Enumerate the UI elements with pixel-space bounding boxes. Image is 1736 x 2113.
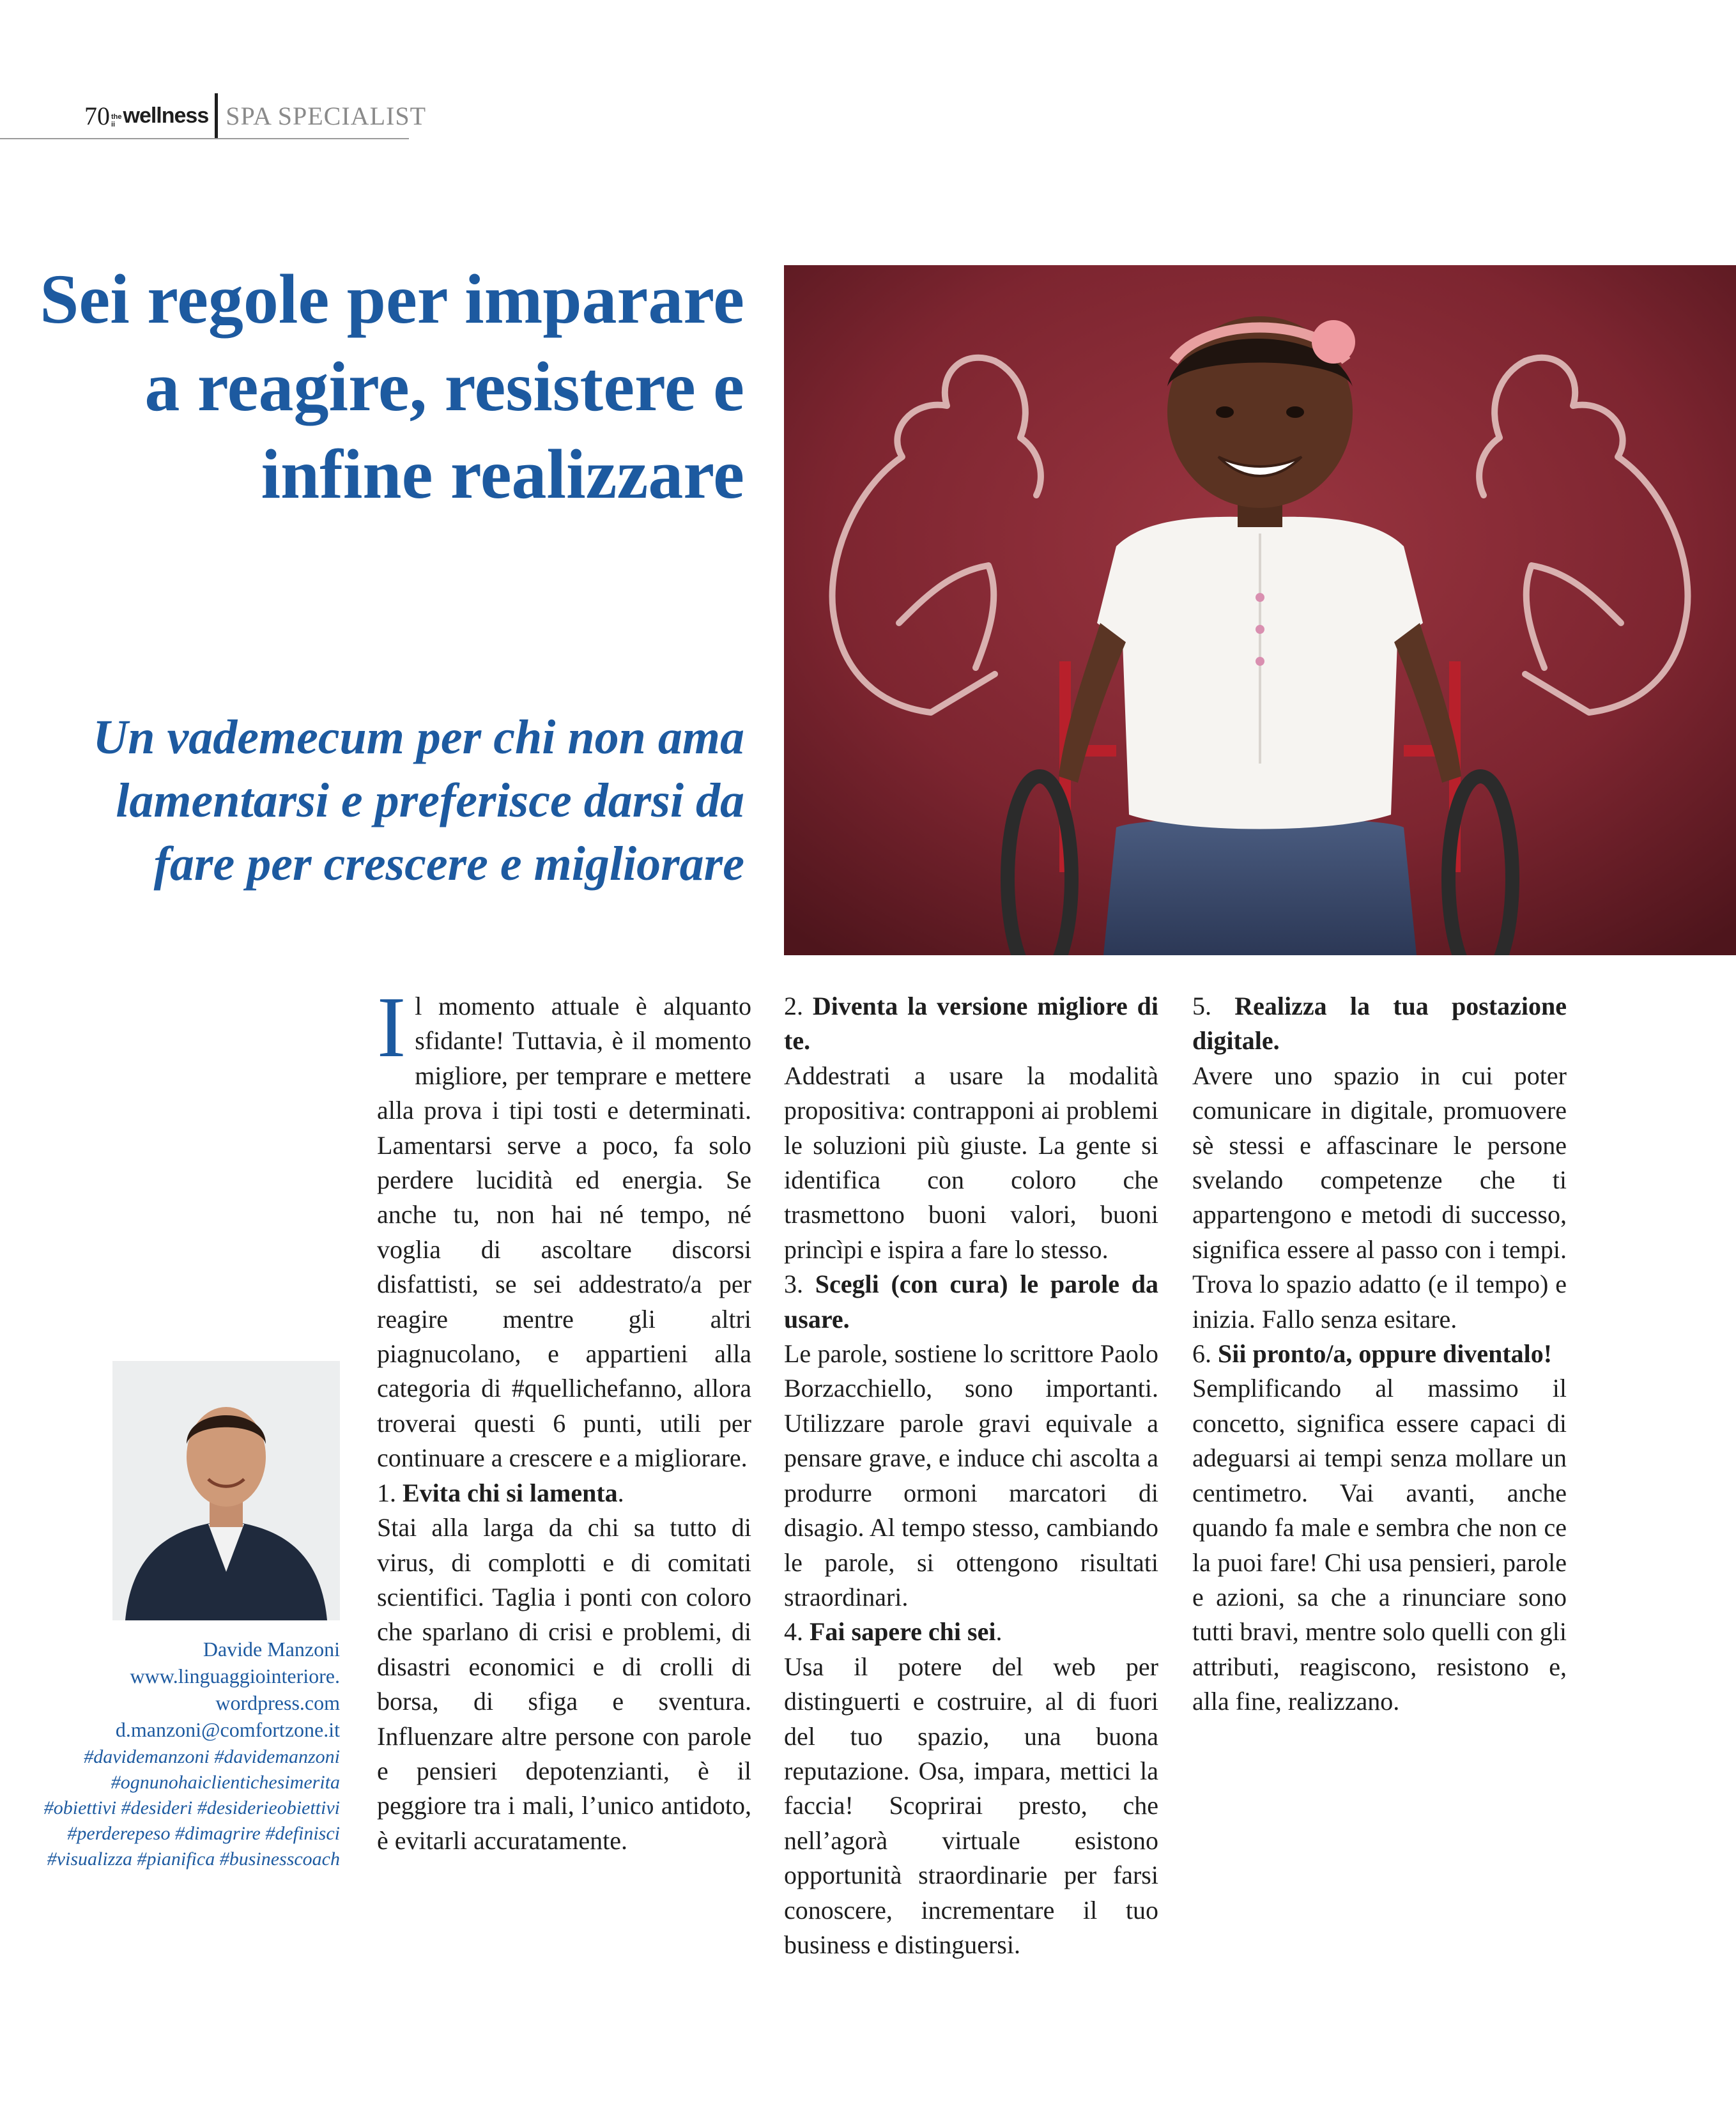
article-column-2	[784, 989, 1158, 1962]
author-email[interactable]: d.manzoni@comfortzone.it	[115, 1718, 340, 1741]
intro-paragraph: Il momento attuale è alquanto sfidante! Tuttavia, è il momento migliore, per temprare e mettere alla prova i tipi tosti e determinati. Lamentarsi serve a poco, fa solo perdere lucidità ed energia. Se anche tu, non hai né tempo, né voglia di ascoltare discorsi disfattisti, se sei addestrato/a per reagire mentre gli altri piagnucolano, e appartieni alla categoria di #quellichefanno, allora troverai questi 6 punti, utili per continuare a crescere e a migliorare.	[377, 980, 751, 1473]
rule-1-heading: 1. Evita chi si lamenta.	[377, 1478, 624, 1507]
page-number: 70	[84, 101, 110, 130]
rule-1-text: Stai alla larga da chi sa tutto di virus, di complotti e di comitati scientifici. Taglia i ponti con coloro che sparlano di crisi e problemi, di disastri economici e di crolli di borsa, di sfiga e sventura. Influenzare altre persone con parole e pensieri depotenzianti, è il peggiore tra i mali, l’unico antidoto, è evitarli accuratamente.	[377, 1513, 751, 1855]
section-name: SPA SPECIALIST	[226, 101, 426, 130]
author-photo	[112, 1361, 340, 1620]
author-hashtags: #davidemanzoni #davidemanzoni #ognunohaiclientichesimerita #obiettivi #desideri #desiderieobiettivi #perderepeso #dimagrire #definisci #visualizza #pianifica #businesscoach	[43, 1746, 340, 1870]
article-subtitle: Un vademecum per chi non ama lamentarsi e preferisce darsi da fare per crescere e migliorare	[93, 711, 744, 891]
header-rule	[0, 138, 409, 139]
rule-5-text: Avere uno spazio in cui poter comunicare in digitale, promuovere sè stessi e affascinare le persone svelando competenze che ti appartengono e metodi di successo, significa essere al passo con i tempi. Trova lo spazio adatto (e il tempo) e inizia. Fallo senza esitare.	[1192, 1061, 1567, 1333]
rule-3-heading: 3. Scegli (con cura) le parole da usare.	[784, 1270, 1158, 1333]
logo-prefix: the ii	[111, 112, 122, 128]
rule-2-text: Addestrati a usare la modalità propositiva: contrapponi ai problemi le soluzioni più giuste. La gente si identifica con coloro che trasmettono buoni valori, buoni princìpi e ispira a fare lo stesso.	[784, 1061, 1158, 1264]
author-credits	[38, 1636, 340, 1872]
author-name: Davide Manzoni	[203, 1638, 340, 1661]
magazine-logo	[111, 104, 208, 128]
logo-word: wellness	[123, 103, 209, 128]
article-column-3	[1192, 989, 1567, 1719]
rule-2-heading: 2. Diventa la versione migliore di te.	[784, 992, 1158, 1056]
hero-photo	[784, 265, 1736, 955]
header-divider	[215, 93, 218, 138]
article-title: Sei regole per imparare a reagire, resistere e infine realizzare	[40, 260, 744, 513]
rule-6-heading: 6. Sii pronto/a, oppure diventalo!	[1192, 1339, 1553, 1369]
rule-3-text: Le parole, sostiene lo scrittore Paolo Borzacchiello, sono importanti. Utilizzare parole gravi equivale a pensare grave, e induce chi ascolta a produrre ormoni marcatori di disagio. Al tempo stesso, cambiando le parole, si ottengono risultati straordinari.	[784, 1339, 1158, 1611]
rule-4-heading: 4. Fai sapere chi sei.	[784, 1617, 1002, 1647]
drop-cap: I	[377, 980, 406, 1075]
rule-4-text: Usa il potere del web per distinguerti e costruire, al di fuori del tuo spazio, una buona reputazione. Osa, impara, mettici la faccia! Scoprirai presto, che nell’agorà virtuale esistono opportunità straordinarie per farsi conoscere, incrementare il tuo business e distinguersi.	[784, 1652, 1158, 1959]
author-site-line2[interactable]: wordpress.com	[215, 1691, 340, 1714]
page-header	[84, 93, 426, 138]
rule-5-heading: 5. Realizza la tua postazione digitale.	[1192, 992, 1567, 1056]
article-column-1	[377, 980, 751, 1858]
author-site-line1[interactable]: www.linguaggiointeriore.	[130, 1664, 340, 1687]
rule-6-text: Semplificando al massimo il concetto, significa essere capaci di adeguarsi ai tempi senza mollare un centimetro. Vai avanti, anche quando fa male e sembra che non ce la puoi fare! Chi usa pensieri, parole e azioni, sa che a rinunciare sono tutti bravi, mentre solo quelli con gli attributi, reagiscono, resistono e, alla fine, realizzano.	[1192, 1374, 1567, 1716]
